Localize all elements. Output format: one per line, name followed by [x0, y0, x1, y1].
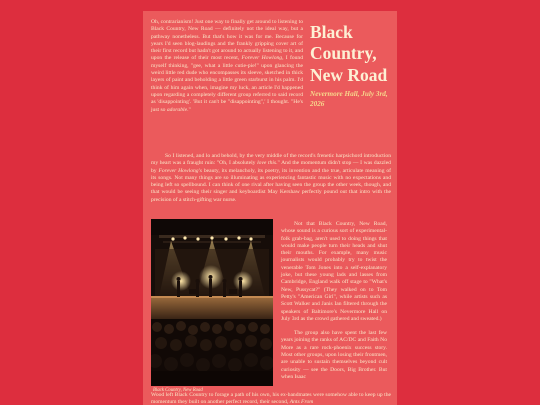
- intro-text-2: , I found myself thinking, "gee, what a little cutie-pie!" upon glancing the weird little red dude who encompasses its sleeve, sketched in thick layers of paint and beholding a little green starburst in his palm. I'd think of him again when, imagine my luck, an article I'd happened upon regarding a completely different group referred to said record as 'disappointing'. 'But it can't be "disappointing",' I thought. "He's just so: [151, 55, 304, 113]
- intro-text-1: Oh, contrarianism! Just one way to finally get around to listening to Black Country, New Road — definitely not the ideal way, but a pathway nonetheless. But that's how it was for me. Because for years I'd seen blog-laudings and the frankly gripping cover art of their first record but hadn't got around to actually listening to it, and upon the release of their most recent,: [151, 19, 303, 62]
- article-byline: Nevermore Hall, July 3rd, 2026: [310, 89, 388, 108]
- body1-text-3: beauty, its melancholy, its poetry, its invention and the true, articulate meaning of its songs. Not many things are so illuminating as experiencing fantastic music with no expectations and being left so spellbound. I can think of one rival after having seen the group the other week, though, and that would be seeing their singer and keyboardist May Kershaw perfectly pound out that intro with the precision of a stitch-gifting war nurse.: [151, 167, 391, 203]
- intro-emphasis: adorable: [166, 106, 188, 113]
- body-paragraph-1: [151, 153, 391, 204]
- intro-text-3: .": [187, 106, 191, 113]
- title-block: [310, 22, 392, 109]
- intro-paragraph: [151, 19, 303, 114]
- body1-text-2: ." And the momentum didn't stop — I was dazzled by: [151, 160, 391, 174]
- article-page: [143, 11, 397, 405]
- article-title: Black Country, New Road: [310, 22, 388, 85]
- concert-photo-illustration: [151, 219, 273, 386]
- bottom-album-title: Ants From: [289, 399, 314, 405]
- col2-paragraph-2: The group also have spent the last few years joining the ranks of AC/DC and Faith No More as a rare rock-phoenix success story. Most other groups, upon losing their frontmen, are unable to sustain themselves beyond cult curiosity — see the Doors, Big Brother. But when Isaac: [281, 330, 387, 380]
- bottom-text: Wood left Black Country to forage a path of his own, his ex-bandmates were somehow able to keep up the momentum they built on another perfect record, their second,: [151, 392, 391, 405]
- bottom-paragraph: [151, 392, 391, 405]
- body1-emphasis: love this: [257, 160, 277, 167]
- body1-album-title: Forever Howlong's: [158, 167, 202, 174]
- body1-text-1: So I listened, and lo and behold, by the very middle of the record's frenetic harpsichord introduction my heart was a fraught ruin: "Oh, I absolutely: [151, 153, 391, 167]
- col2-paragraph-1: Not that Black Country, New Road, whose sound is a curious sort of experimental-folk grab-bag, aren't used to doing things that would make people turn their heads and shut their mouths. For example, many music journalists would probably try to twist the venerable Tom Jones into a self-explanatory joke, but these young lads and lasses from Cambridge, England walk off stage to "What's New, Pussycat?" (They walked on to Tom Petty's "American Girl", while artists such as Scott Walker and Janis Ian filtered through the speakers of Baltimore's Nevermore Hall on July 3rd as the crowd gathered and sweated.): [281, 221, 387, 322]
- photo-caption: Black Country, New Road: [153, 388, 203, 393]
- right-column: [281, 221, 387, 388]
- concert-photo: [151, 219, 273, 386]
- intro-album-title: Forever Howlong: [241, 55, 283, 62]
